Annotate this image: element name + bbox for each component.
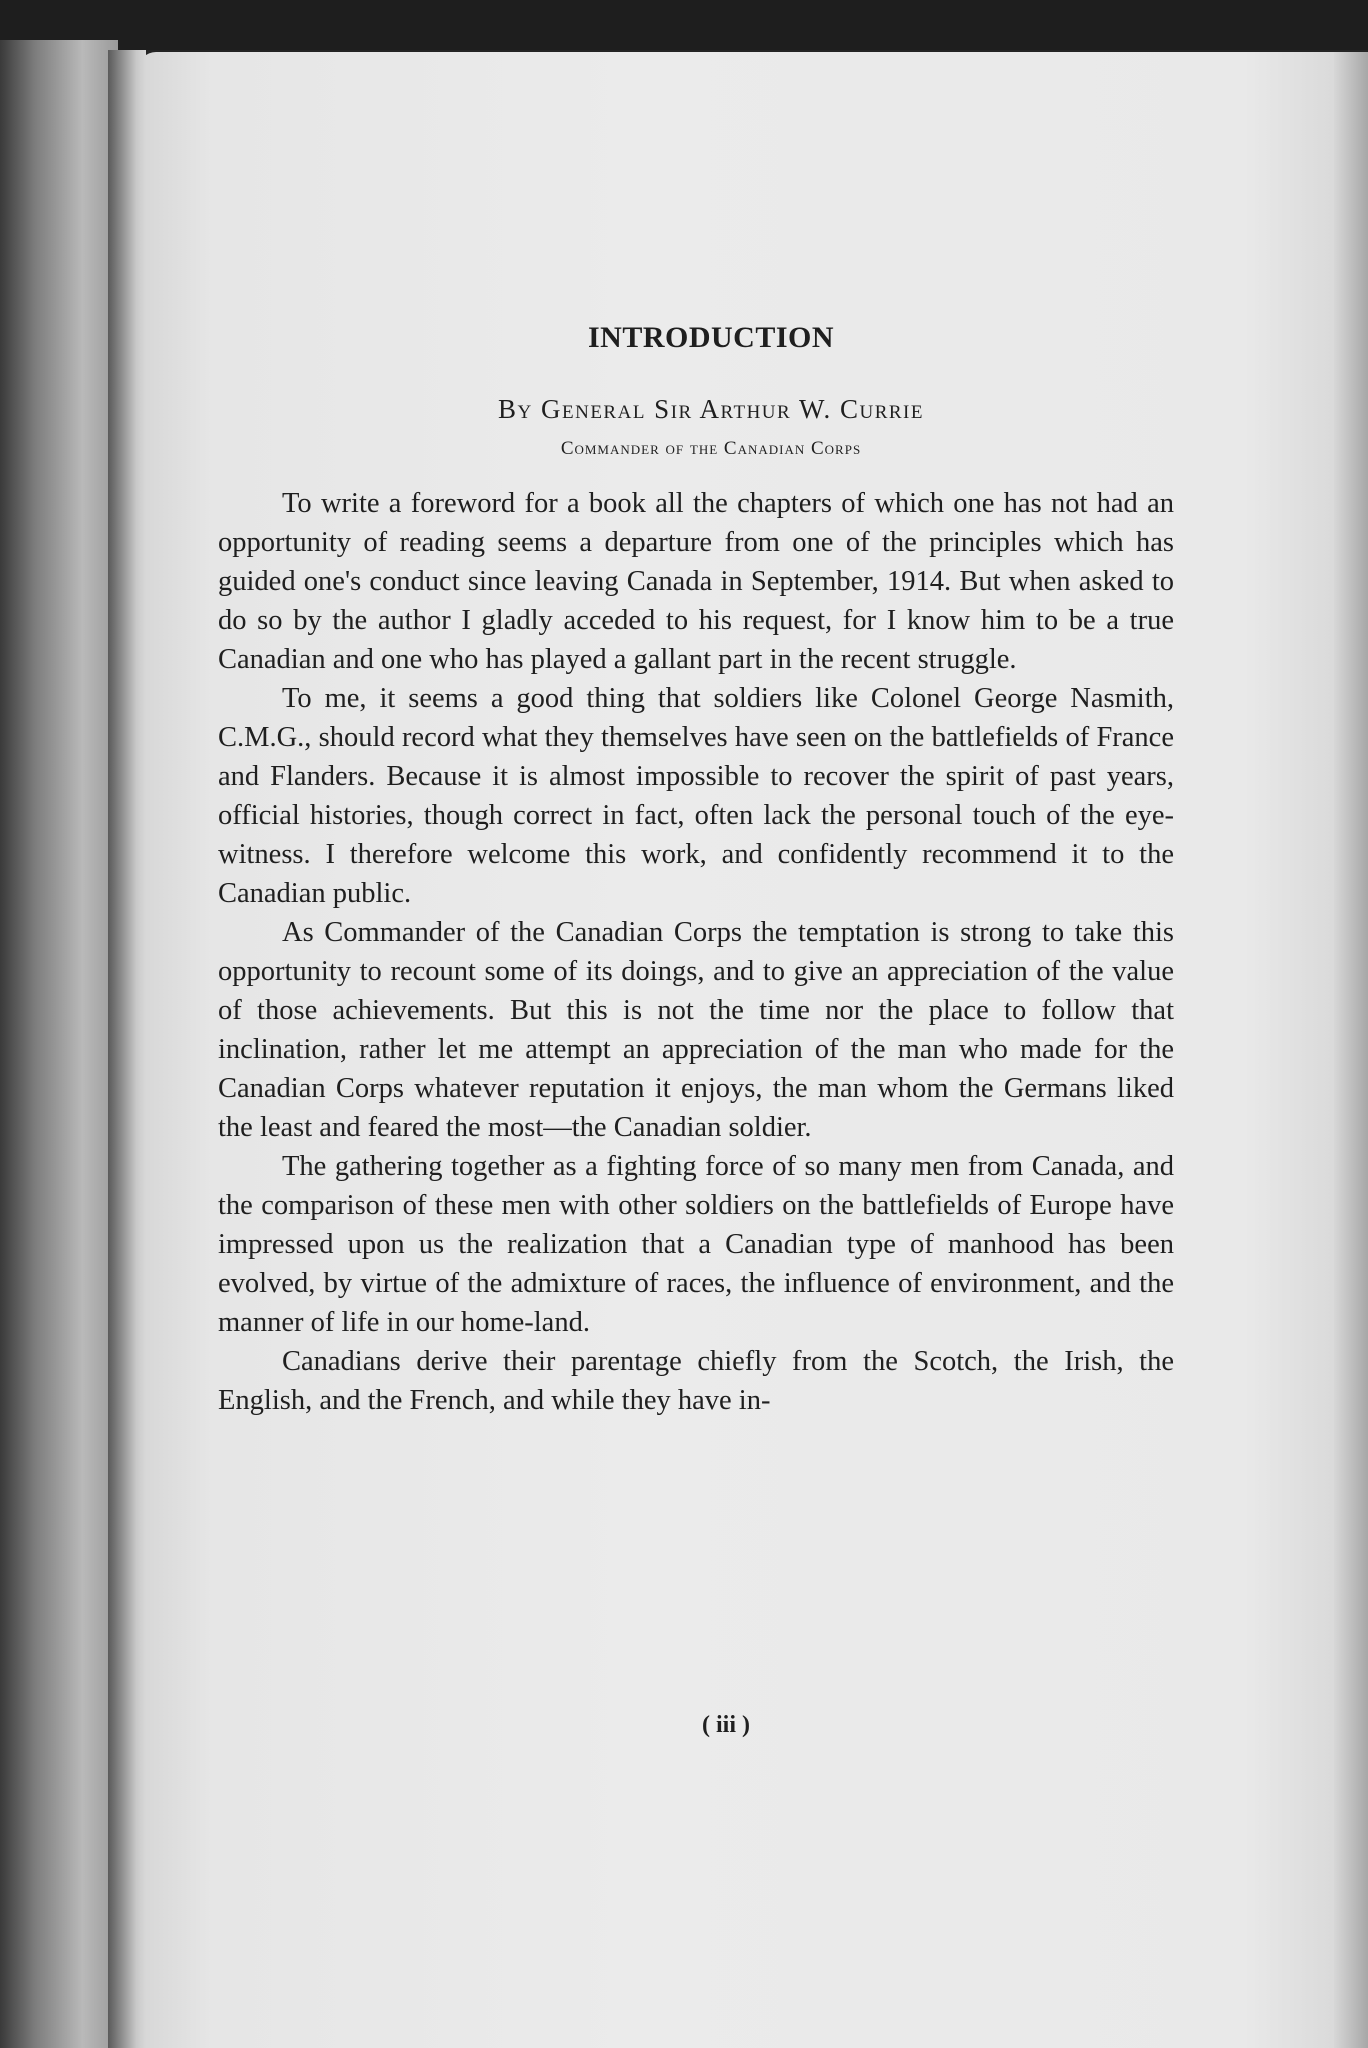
chapter-title: INTRODUCTION <box>587 321 835 354</box>
scan-background <box>0 0 1368 50</box>
book-binding <box>108 50 146 2048</box>
page-edge-right <box>1334 52 1368 2048</box>
paragraph: As Commander of the Canadian Corps the temptation is strong to take this opportunity to recount some of its doings, and to give an appreciation of the value of those achievements. But this is not the time nor the place to follow that inclination, rather let me attempt an appreciation of the man who made for the Canadian Corps whatever reputation it enjoys, the man whom the Germans liked the least and feared the most—the Canadian soldier. <box>218 917 1174 1143</box>
paragraph: Canadians derive their parentage chiefly from the Scotch, the Irish, the English, and the French, and while they have in- <box>218 1346 1174 1416</box>
paragraph: The gathering together as a fighting force of so many men from Canada, and the comparison of these men with other soldiers on the battlefields of Europe have impressed upon us the realization that a Canadian type of manhood has been evolved, by virtue of the admixture of races, the influence of environment, and the manner of life in our home-land. <box>218 1151 1174 1338</box>
body-text <box>218 484 1174 1420</box>
author-subtitle: Commander of the Canadian Corps <box>560 438 862 459</box>
page-text <box>218 318 1174 1420</box>
facing-page-edge <box>0 40 118 2048</box>
paragraph: To me, it seems a good thing that soldiers like Colonel George Nasmith, C.M.G., should record what they themselves have seen on the battlefields of France and Flanders. Because it is almost impossible to recover the spirit of past years, official histories, though correct in fact, often lack the personal touch of the eye-witness. I therefore welcome this work, and confidently recommend it to the Canadian public. <box>218 683 1174 909</box>
page-number: ( iii ) <box>702 1712 750 1738</box>
paragraph: To write a foreword for a book all the chapters of which one has not had an opportunity of reading seems a departure from one of the principles which has guided one's conduct since leaving Canada in September, 1914. But when asked to do so by the author I gladly acceded to his request, for I know him to be a true Canadian and one who has played a gallant part in the recent struggle. <box>218 488 1174 675</box>
author-byline: By General Sir Arthur W. Currie <box>498 394 924 424</box>
